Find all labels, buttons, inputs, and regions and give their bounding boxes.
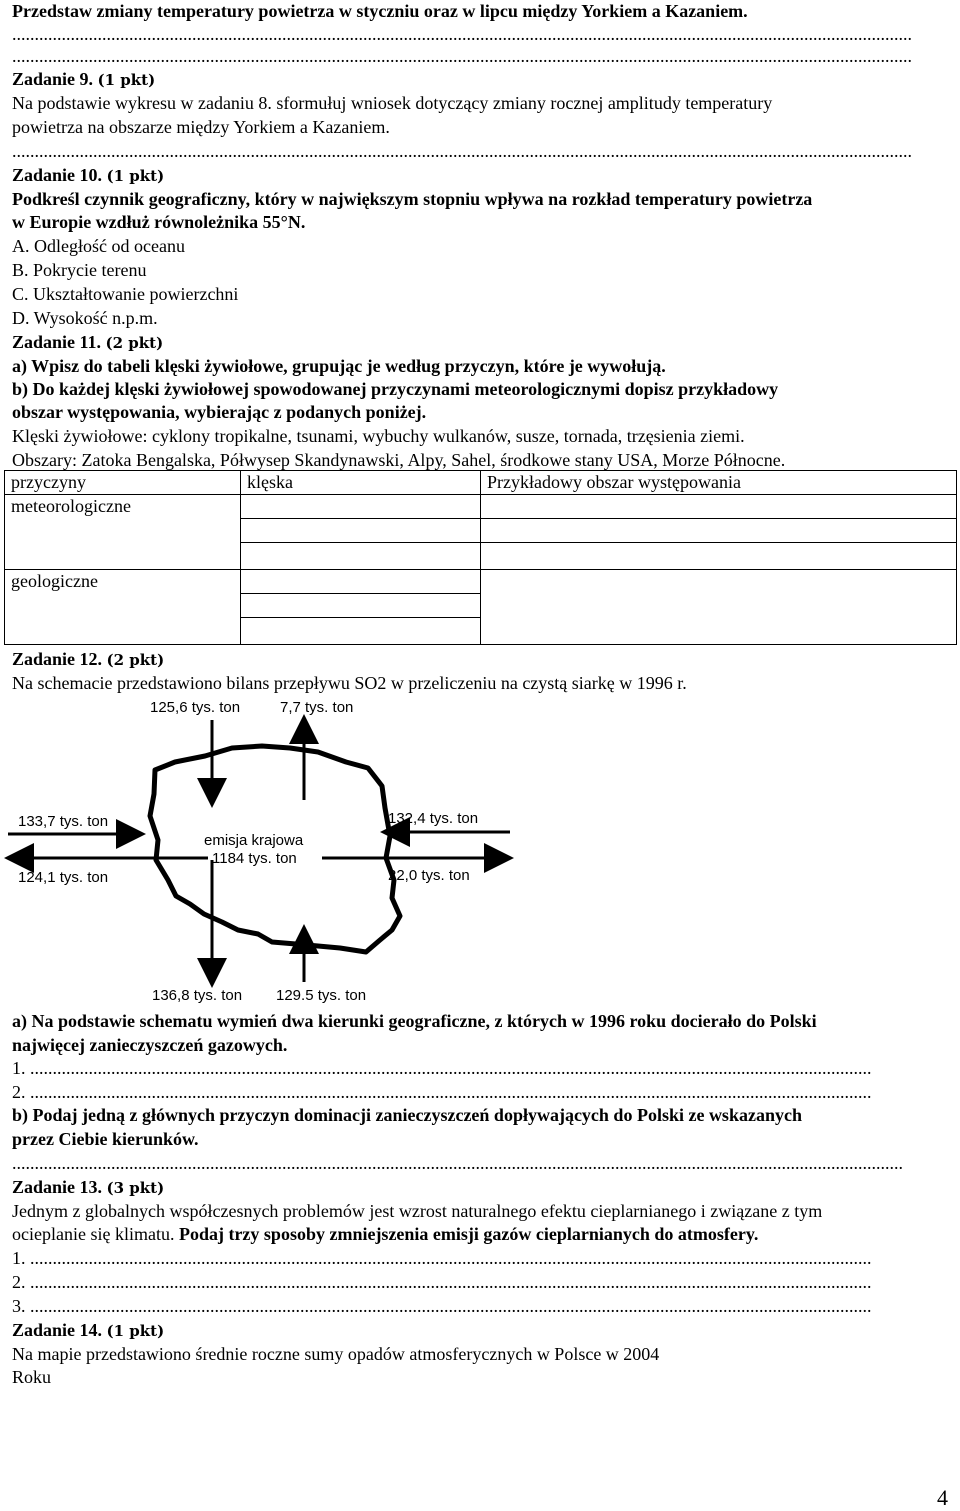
task-title: Zadanie 10. <box>12 165 103 185</box>
label-right-in: 132,4 tys. ton <box>388 810 479 827</box>
task-14-text: Na mapie przedstawiono średnie roczne sumy opadów atmosferycznych w Polsce w 2004 <box>12 1344 660 1364</box>
task-11-obszary: Obszary: Zatoka Bengalska, Półwysep Skandynawski, Alpy, Sahel, środkowe stany USA, Morze Północne. <box>12 450 786 470</box>
intro-line: Przedstaw zmiany temperatury powietrza w styczniu oraz w lipcu między Yorkiem a Kazaniem. <box>12 1 748 21</box>
row-label: geologiczne <box>5 570 241 645</box>
table-row <box>5 570 957 645</box>
answer-line[interactable]: 2. ........................................................................................................................................................................................... <box>12 1272 872 1292</box>
table-header-row <box>5 471 957 495</box>
answer-cell[interactable] <box>241 618 480 641</box>
task-12-a: a) Na podstawie schematu wymień dwa kierunki geograficzne, z których w 1996 roku docierało do Polski <box>12 1011 817 1031</box>
task-9-heading <box>12 68 155 91</box>
answer-cell[interactable] <box>241 570 480 594</box>
task-12-b: przez Ciebie kierunków. <box>12 1129 199 1149</box>
label-top-left: 125,6 tys. ton <box>150 699 241 716</box>
answer-cell[interactable] <box>241 519 480 543</box>
label-left-in: 133,7 tys. ton <box>18 813 109 830</box>
disaster-table <box>4 470 957 645</box>
task-12-text: Na schemacie przedstawiono bilans przepływu SO2 w przeliczeniu na czystą siarkę w 1996 r. <box>12 673 687 693</box>
answer-cells[interactable] <box>481 495 957 570</box>
answer-cell[interactable] <box>481 495 956 519</box>
answer-cells[interactable] <box>241 570 481 645</box>
label-center-1: emisja krajowa <box>204 832 304 849</box>
task-14-heading <box>12 1319 164 1342</box>
task-13-instruction: Podaj trzy sposoby zmniejszenia emisji gazów cieplarnianych do atmosfery. <box>178 1224 759 1244</box>
task-9-text: powietrza na obszarze między Yorkiem a Kazaniem. <box>12 117 390 137</box>
answer-dots: ........................................................................................................................................................................................................ <box>12 46 912 66</box>
answer-dots[interactable]: ...................................................................................................................................................................................................... <box>12 1153 903 1173</box>
task-13-text: Jednym z globalnych współczesnych problemów jest wzrost naturalnego efektu cieplarnianego i związane z tym <box>12 1201 823 1221</box>
task-13-text <box>12 1223 758 1245</box>
label-bottom-left: 136,8 tys. ton <box>152 987 243 1004</box>
task-points: (1 pkt) <box>106 1322 165 1340</box>
task-points: (1 pkt) <box>106 167 165 185</box>
answer-cell[interactable] <box>481 519 956 543</box>
answer-line[interactable]: 1. ........................................................................................................................................................................................... <box>12 1058 872 1078</box>
table-row <box>5 495 957 570</box>
task-title: Zadanie 11. <box>12 332 102 352</box>
answer-line[interactable]: 2. ........................................................................................................................................................................................... <box>12 1082 872 1102</box>
task-9-text: Na podstawie wykresu w zadaniu 8. sformułuj wniosek dotyczący zmiany rocznej amplitudy temperatury <box>12 93 773 113</box>
answer-dots: ........................................................................................................................................................................................................ <box>12 141 912 161</box>
task-title: Zadanie 9. <box>12 69 94 89</box>
answer-cell[interactable] <box>241 495 480 519</box>
task-10-heading <box>12 164 164 187</box>
answer-cell[interactable] <box>481 543 956 566</box>
answer-cells[interactable] <box>241 495 481 570</box>
table-header: klęska <box>241 471 481 495</box>
option-a[interactable]: A. Odległość od oceanu <box>12 236 185 256</box>
task-12-heading <box>12 648 164 671</box>
option-b[interactable]: B. Pokrycie terenu <box>12 260 147 280</box>
label-right-out: 22,0 tys. ton <box>388 867 470 884</box>
task-10-text: Podkreśl czynnik geograficzny, który w największym stopniu wpływa na rozkład temperatury powietrza <box>12 189 813 209</box>
task-title: Zadanie 12. <box>12 649 103 669</box>
so2-flow-diagram <box>0 690 520 1010</box>
label-center-2: 1184 tys. ton <box>212 850 297 867</box>
task-11-b: b) Do każdej klęski żywiołowej spowodowanej przyczynami meteorologicznymi dopisz przykładowy <box>12 379 779 399</box>
task-12-a: najwięcej zanieczyszczeń gazowych. <box>12 1035 288 1055</box>
label-top-right: 7,7 tys. ton <box>280 699 354 716</box>
task-11-b: obszar występowania, wybierając z podanych poniżej. <box>12 402 427 422</box>
table-header: przyczyny <box>5 471 241 495</box>
task-14-text: Roku <box>12 1367 52 1387</box>
poland-outline <box>150 746 400 952</box>
row-label: meteorologiczne <box>5 495 241 570</box>
task-points: (1 pkt) <box>97 71 156 89</box>
task-10-text: w Europie wzdłuż równoleżnika 55°N. <box>12 212 306 232</box>
table-header: Przykładowy obszar występowania <box>481 471 957 495</box>
answer-cell[interactable] <box>241 594 480 618</box>
answer-dots: ........................................................................................................................................................................................................ <box>12 24 912 44</box>
task-11-heading <box>12 331 163 354</box>
task-points: (2 pkt) <box>105 334 164 352</box>
answer-line[interactable]: 3. ........................................................................................................................................................................................... <box>12 1296 872 1316</box>
task-title: Zadanie 14. <box>12 1320 103 1340</box>
task-13-text-plain: ocieplanie się klimatu. <box>12 1224 175 1244</box>
task-points: (2 pkt) <box>106 651 165 669</box>
task-12-b: b) Podaj jedną z głównych przyczyn dominacji zanieczyszczeń dopływających do Polski ze wskazanych <box>12 1105 802 1125</box>
answer-cell[interactable] <box>241 543 480 566</box>
label-bottom-right: 129.5 tys. ton <box>276 987 367 1004</box>
option-d[interactable]: D. Wysokość n.p.m. <box>12 308 158 328</box>
task-13-heading <box>12 1176 164 1199</box>
page-number: 4 <box>937 1485 948 1510</box>
option-c[interactable]: C. Ukształtowanie powierzchni <box>12 284 239 304</box>
answer-cell[interactable] <box>481 570 957 645</box>
label-left-out: 124,1 tys. ton <box>18 869 109 886</box>
task-points: (3 pkt) <box>106 1179 165 1197</box>
task-11-a: a) Wpisz do tabeli klęski żywiołowe, grupując je według przyczyn, które je wywołują. <box>12 356 666 376</box>
task-title: Zadanie 13. <box>12 1177 103 1197</box>
task-11-kleski: Klęski żywiołowe: cyklony tropikalne, tsunami, wybuchy wulkanów, susze, tornada, trzęsienia ziemi. <box>12 426 745 446</box>
answer-line[interactable]: 1. ........................................................................................................................................................................................... <box>12 1248 872 1268</box>
